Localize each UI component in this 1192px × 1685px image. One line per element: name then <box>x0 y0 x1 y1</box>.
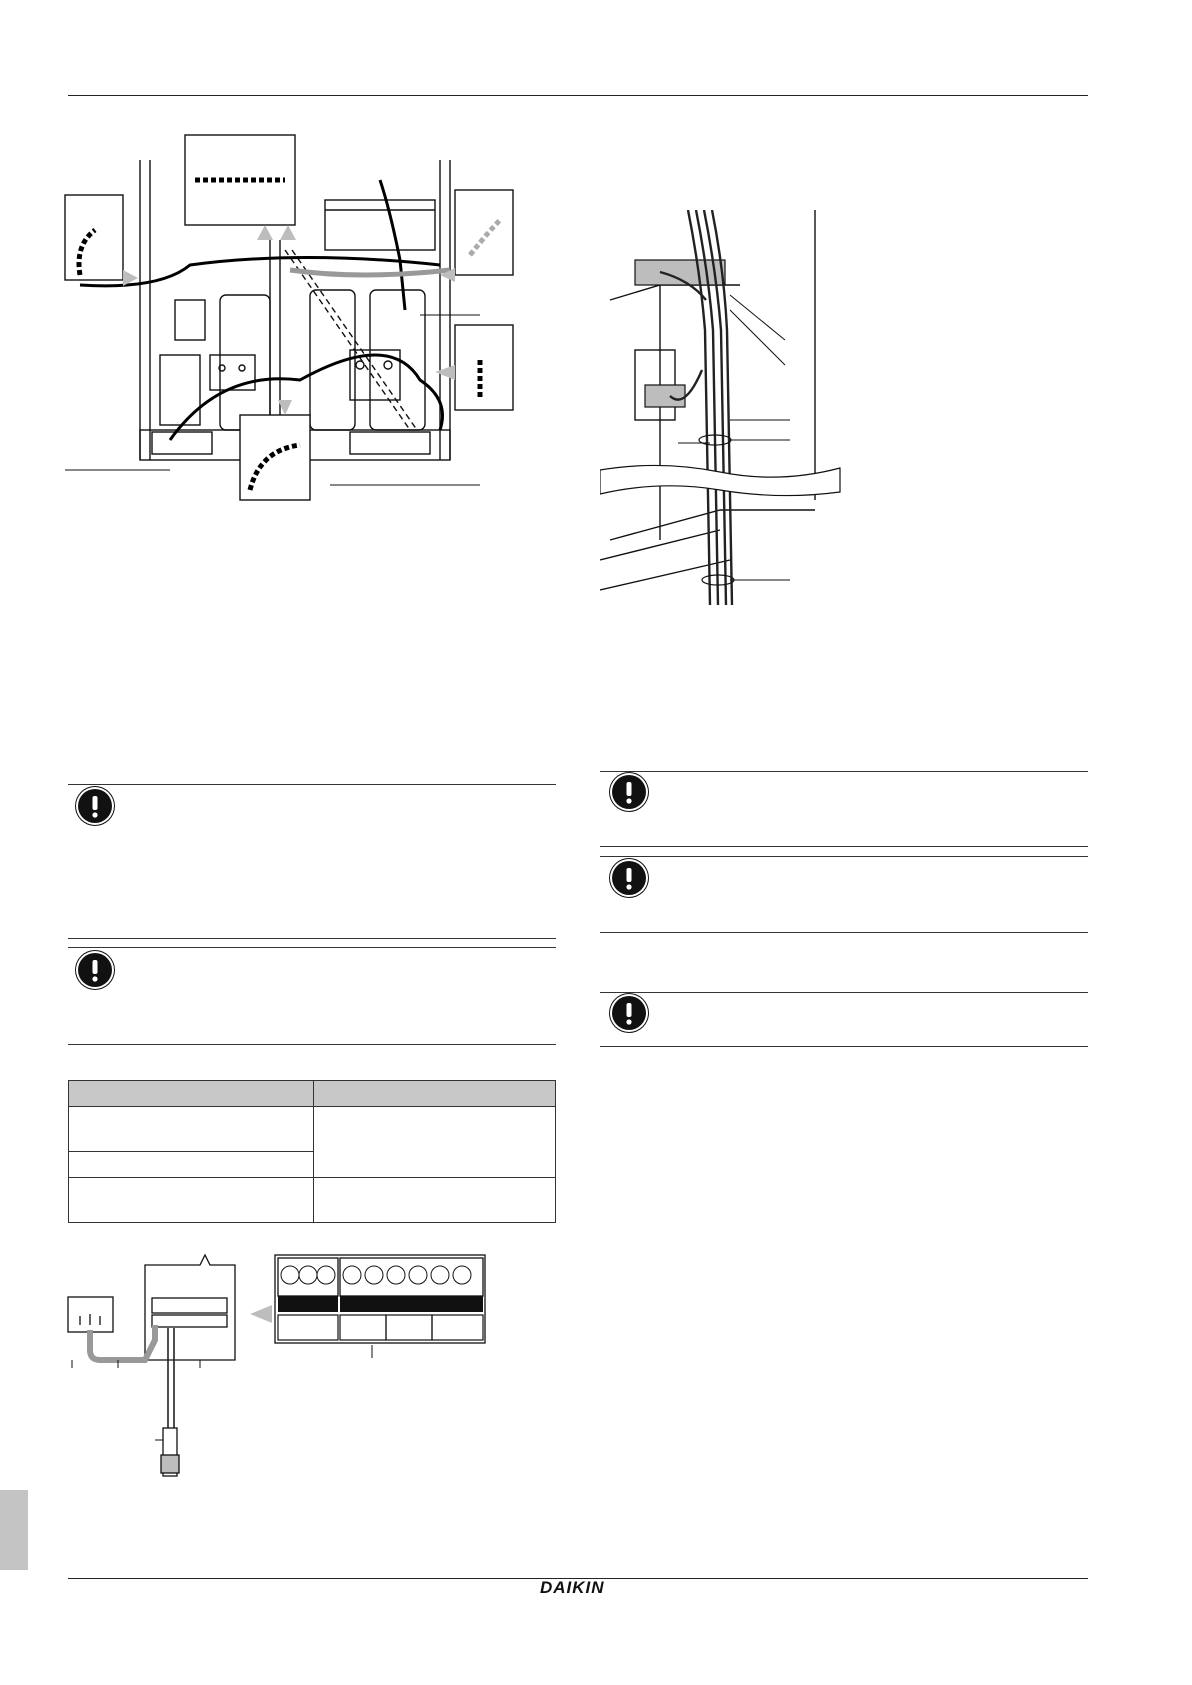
table-header-cell <box>69 1081 314 1107</box>
table-cell <box>314 1107 556 1178</box>
table-header-cell <box>314 1081 556 1107</box>
exclamation-icon <box>612 996 646 1030</box>
cable-clamp-figure <box>600 210 860 605</box>
daikin-logo: DAIKIN <box>540 1578 605 1597</box>
notice-3-top <box>600 771 1088 772</box>
notice-4-bottom <box>600 932 1088 933</box>
notice-2-bottom <box>68 1044 556 1045</box>
notice-1-top <box>68 784 556 785</box>
exclamation-icon <box>78 953 112 987</box>
notice-1-bottom <box>68 938 556 939</box>
notice-2-top <box>68 947 556 948</box>
exclamation-icon <box>612 775 646 809</box>
table-row <box>69 1107 556 1152</box>
table-cell <box>314 1178 556 1223</box>
spec-table <box>68 1080 556 1223</box>
table-cell <box>69 1152 314 1178</box>
notice-4-top <box>600 856 1088 857</box>
table-cell <box>69 1178 314 1223</box>
exclamation-icon <box>78 789 112 823</box>
table-header-row <box>69 1081 556 1107</box>
chapter-tab <box>0 1490 28 1570</box>
exclamation-icon <box>612 861 646 895</box>
terminal-connection-diagram <box>60 1250 500 1485</box>
outdoor-unit-wiring-figure <box>60 130 580 540</box>
notice-3-bottom <box>600 846 1088 847</box>
notice-5-top <box>600 992 1088 993</box>
table-cell <box>69 1107 314 1152</box>
header-rule <box>68 95 1088 96</box>
table-row <box>69 1178 556 1223</box>
notice-5-bottom <box>600 1046 1088 1047</box>
